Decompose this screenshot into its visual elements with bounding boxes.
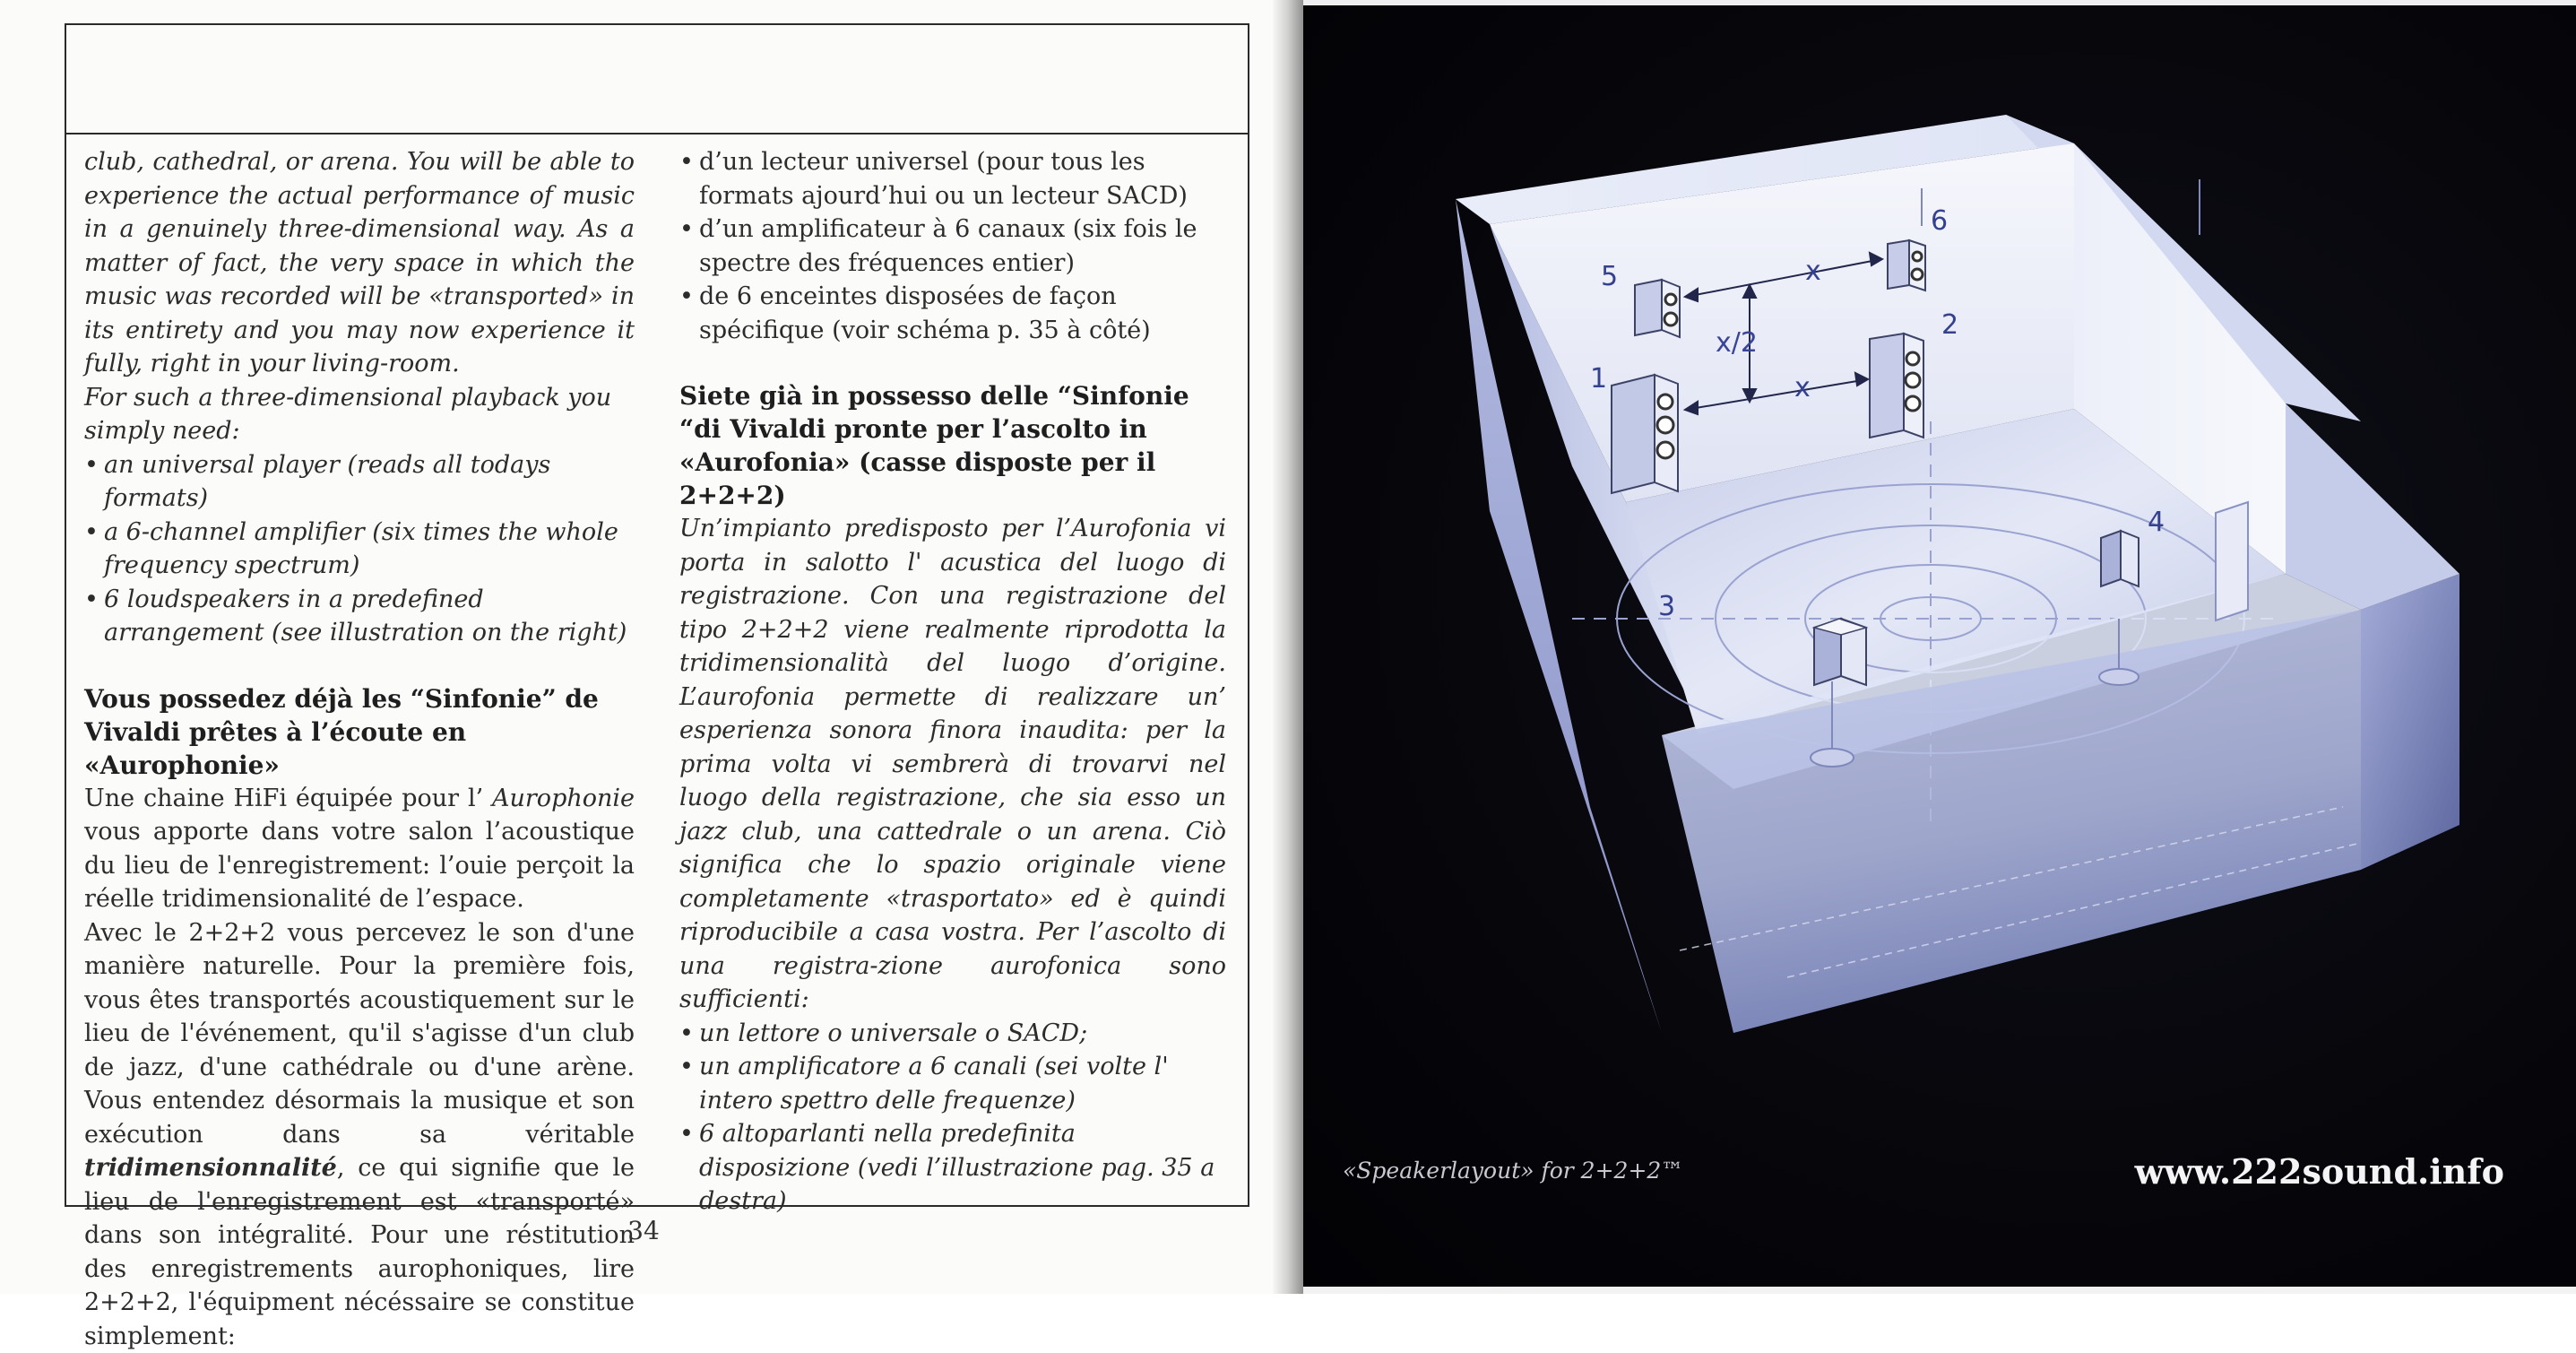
speaker-2-icon	[1870, 334, 1923, 438]
french-paragraph-2	[84, 916, 635, 1353]
italian-requirements-list	[679, 1017, 1226, 1219]
dimension-label-x-bottom: x	[1794, 372, 1811, 403]
french-text: , ce qui signifie que le lieu de l'enregistrement est «transporté» dans son intégralité. Pour une réstitution des enregistrements aurophoniques, lire 2+2+2, l'équipment nécéssaire se constitue simplement:	[84, 1154, 635, 1350]
list-item: • an universal player (reads all todays formats)	[84, 448, 635, 516]
list-item: • d’un amplificateur à 6 canaux (six fois le spectre des fréquences entier)	[679, 212, 1226, 280]
dimension-label-half: x/2	[1716, 327, 1758, 359]
french-text: vous apporte dans votre salon l’acoustique du lieu de l'enregistrement: l’ouie perçoit la réelle tridimensionalité de l’espace.	[84, 818, 635, 913]
list-item: • de 6 enceintes disposées de façon spécifique (voir schéma p. 35 à côté)	[679, 280, 1226, 347]
french-requirements-list	[679, 145, 1226, 347]
speaker-layout-diagram	[1303, 0, 2576, 1294]
speaker-label-2: 2	[1941, 309, 1958, 341]
french-paragraph-1	[84, 782, 635, 916]
list-item: • 6 altoparlanti nella predefinita disposizione (vedi l’illustrazione pag. 35 a destra)	[679, 1117, 1226, 1219]
speaker-label-3: 3	[1658, 591, 1675, 622]
english-paragraph-1: club, cathedral, or arena. You will be able to experience the actual performance of music in a genuinely three-dimensional way. As a matter of fact, the very space in which the music was recorded will be «transported» in its entirety and you may now experience it fully, right in your living-room.	[84, 145, 635, 381]
list-item: • a 6-channel amplifier (six times the whole frequency spectrum)	[84, 516, 635, 583]
italian-paragraph: Un’impianto predisposto per l’Aurofonia vi porta in salotto l' acustica del luogo di registrazione. Con una registrazione del tipo 2+2+2 viene realmente riprodotta la tridimensionalità del luogo d’origine. L’aurofonia permette di realizzare un’ esperienza sonora finora inaudita: per la prima volta vi sembrerà di trovarvi nel luogo della registrazione, che sia esso un jazz club, una cattedrale o un arena. Ciò significa che lo spazio originale viene completamente «trasportato» ed è quindi riproducibile a casa vostra. Per l’ascolto di una registra-zione aurofonica sono sufficienti:	[679, 512, 1226, 1017]
dimension-label-x-top: x	[1805, 256, 1821, 287]
list-item: • d’un lecteur universel (pour tous les formats ajourd’hui ou un lecteur SACD)	[679, 145, 1226, 212]
left-page	[0, 0, 1287, 1294]
header-band	[66, 25, 1248, 134]
list-item: • 6 loudspeakers in a predefined arrangement (see illustration on the right)	[84, 583, 635, 650]
english-paragraph-2: For such a three-dimensional playback you simply need:	[84, 381, 635, 448]
column-left	[84, 145, 635, 1353]
speaker-label-1: 1	[1590, 363, 1607, 395]
room-rim-right	[2286, 403, 2459, 610]
list-item: • un amplificatore a 6 canali (sei volte l' intero spettro delle frequenze)	[679, 1050, 1226, 1117]
french-emphasis: Aurophonie	[492, 785, 635, 812]
french-text: Une chaine HiFi équipée pour l’	[84, 785, 492, 812]
speaker-3-icon	[1814, 619, 1866, 685]
speaker-4-icon	[2101, 531, 2139, 586]
english-requirements-list	[84, 448, 635, 650]
french-emphasis: tridimensionnalité	[84, 1154, 337, 1182]
diagram-caption: «Speakerlayout» for 2+2+2™	[1343, 1158, 1683, 1184]
french-heading: Vous possedez déjà les “Sinfonie” de Vivaldi prêtes à l’écoute en «Aurophonie»	[84, 682, 635, 782]
page-number: 34	[0, 1216, 1287, 1245]
right-page	[1303, 0, 2576, 1294]
italian-heading: Siete già in possesso delle “Sinfonie “di Vivaldi pronte per l’ascolto in «Aurofonia» (casse disposte per il 2+2+2)	[679, 379, 1226, 512]
column-right	[679, 145, 1226, 1219]
french-text: Avec le 2+2+2 vous percevez le son d'une manière naturelle. Pour la première fois, vous êtes transportés acoustiquement sur le lieu de l'événement, qu'il s'agisse d'un club de jazz, d'une cathédrale ou d'une arène. Vous entendez désormais la musique et son exécution dans sa véritable	[84, 919, 635, 1149]
text-frame	[65, 23, 1249, 1207]
speaker-label-6: 6	[1931, 205, 1948, 237]
speaker-label-5: 5	[1601, 261, 1618, 292]
speaker-5-icon	[1635, 280, 1680, 337]
room-wall-right-outer	[2361, 574, 2459, 870]
room-doorway	[2216, 502, 2248, 620]
website-url: www.222sound.info	[2135, 1151, 2504, 1192]
speaker-1-icon	[1612, 375, 1678, 493]
speaker-label-4: 4	[2148, 507, 2165, 538]
list-item: • un lettore o universale o SACD;	[679, 1017, 1226, 1051]
speaker-6-icon	[1888, 240, 1925, 291]
